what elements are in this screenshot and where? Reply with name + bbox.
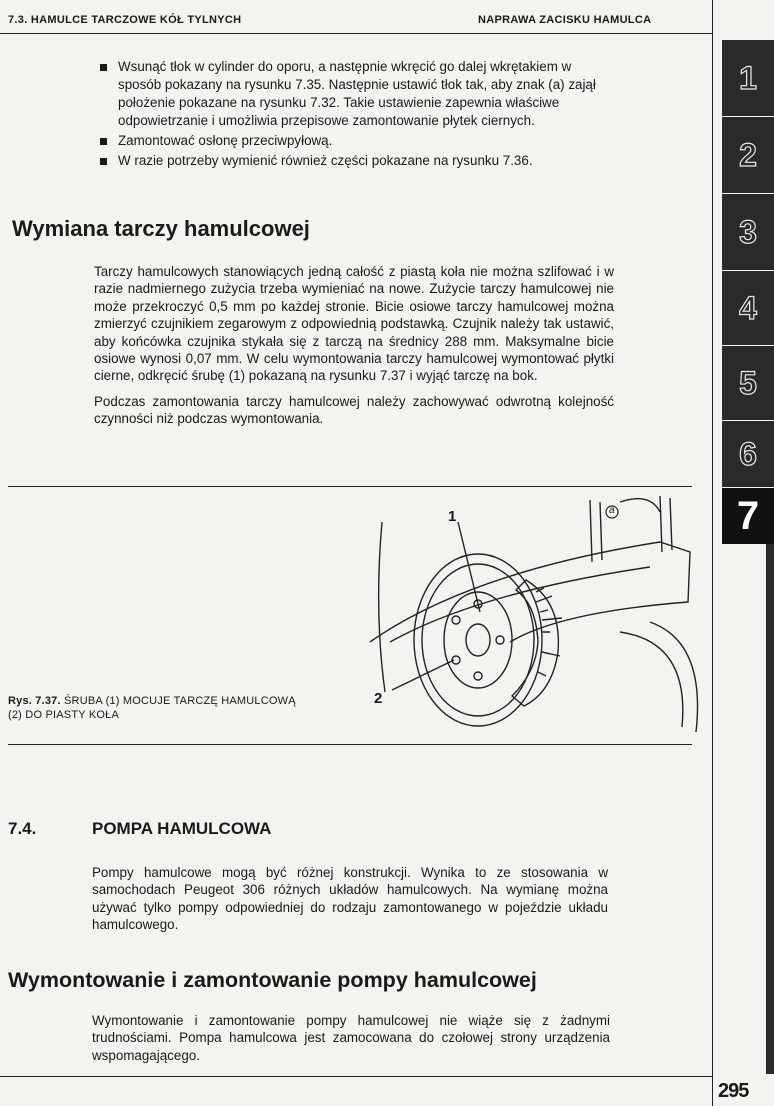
paragraph: Tarczy hamulcowych stanowiących jedną całość z piastą koła nie można szlifować i w razie nadmiernego zużycia trzeba wymieniać na nowe. Zużycie tarczy hamulcowej nie może przekroczyć 0,5 mm po każdej stronie. Bicie osiowe tarczy hamulcowej można zmierzyć czujnikiem zegarowym z odpowiednią podstawką. Czujnik należy tak ustawić, aby końcówka czujnika stykała się z tarczą na średnicy 288 mm. Maksymalne bicie osiowe wynosi 0,07 mm. W celu wymontowania tarczy hamulcowej wymontować płytki cierne, odkręcić śrubę (1) pokazaną na rysunku 7.37 i wyjąć tarczę na bok. [94, 264, 614, 384]
paragraph: Wymontowanie i zamontowanie pompy hamulcowej nie wiąże się z żadnymi trudnościami. Pompa hamulcowa jest zamocowana do czołowej strony urządzenia wspomagającego. [92, 1013, 610, 1063]
chapter-tab-number: 2 [739, 136, 757, 173]
margin-rule [712, 0, 713, 1106]
caption-number: Rys. 7.37. [8, 695, 61, 707]
brake-disc-illustration [330, 492, 712, 738]
chapter-tab-3[interactable] [722, 194, 774, 270]
caption-text: ŚRUBA (1) MOCUJE TARCZĘ HAMULCOWĄ [60, 695, 296, 707]
chapter-tab-2[interactable] [722, 117, 774, 193]
paragraph: Podczas zamontowania tarczy hamulcowej należy zachowywać odwrotną kolejność czynności niż podczas wymontowania. [94, 393, 614, 427]
caption-text-line2: (2) DO PIASTY KOŁA [8, 709, 119, 721]
footer-rule [0, 1076, 712, 1077]
bullet-list [96, 58, 616, 172]
page-number: 295 [718, 1080, 749, 1102]
section-heading-disc-replacement: Wymiana tarczy hamulcowej [12, 216, 310, 241]
bullet-item: Wsunąć tłok w cylinder do oporu, a następnie wkręcić go dalej wkrętakiem w sposób pokazany na rysunku 7.35. Następnie ustawić tłok tak, aby znak (a) zajął położenie pokazane na rysunku 7.32. Takie ustawienie zapewnia właściwe odpowietrzanie i umożliwia przepisowe zamontowanie płytek ciernych. [96, 58, 616, 130]
chapter-tab-number: 3 [739, 213, 757, 250]
paragraph: Pompy hamulcowe mogą być różnej konstrukcji. Wynika to ze stosowania w samochodach Peugeot 306 różnych układów hamulcowych. Na wymianę można używać tylko pompy odpowiedniej do rodzaju zamontowanego w pojeździe układu hamulcowego. [92, 865, 608, 933]
figure-label-1: 1 [448, 508, 457, 525]
bullet-item: W razie potrzeby wymienić również części pokazane na rysunku 7.36. [96, 152, 616, 170]
suspension-arm [370, 542, 690, 642]
chapter-tab-6[interactable] [722, 421, 774, 487]
running-header-left: 7.3. HAMULCE TARCZOWE KÓŁ TYLNYCH [8, 14, 242, 26]
figure-top-rule [8, 486, 692, 487]
section2-body [92, 864, 608, 942]
chapter-tab-1[interactable] [722, 40, 774, 116]
figure-caption [8, 694, 368, 722]
chapter-tab-number: 4 [739, 289, 757, 326]
section1-body [94, 263, 614, 436]
chapter-tab-number: 6 [739, 435, 757, 472]
figure-label-2: 2 [374, 690, 383, 707]
bullet-item: Zamontować osłonę przeciwpyłową. [96, 132, 616, 150]
brake-caliper [512, 580, 558, 706]
figure-bottom-rule [8, 744, 692, 745]
chapter-tab-strip [766, 544, 774, 1074]
chapter-tab-number: 5 [739, 364, 757, 401]
section-heading-pump-removal: Wymontowanie i zamontowanie pompy hamulcowej [8, 968, 537, 992]
chapter-tab-4[interactable] [722, 271, 774, 345]
figure-label-a: a [609, 505, 615, 516]
chapter-tab-5[interactable] [722, 346, 774, 420]
running-header-right: NAPRAWA ZACISKU HAMULCA [478, 14, 652, 26]
chapter-tab-number: 1 [739, 59, 757, 96]
section3-body [92, 1012, 610, 1072]
chapter-tab-number: 7 [736, 493, 760, 538]
section-number: 7.4. [8, 819, 37, 838]
section-title: POMPA HAMULCOWA [92, 819, 272, 838]
chapter-tab-7-active[interactable] [722, 488, 774, 544]
brake-disc [414, 554, 542, 726]
header-rule [0, 33, 712, 34]
